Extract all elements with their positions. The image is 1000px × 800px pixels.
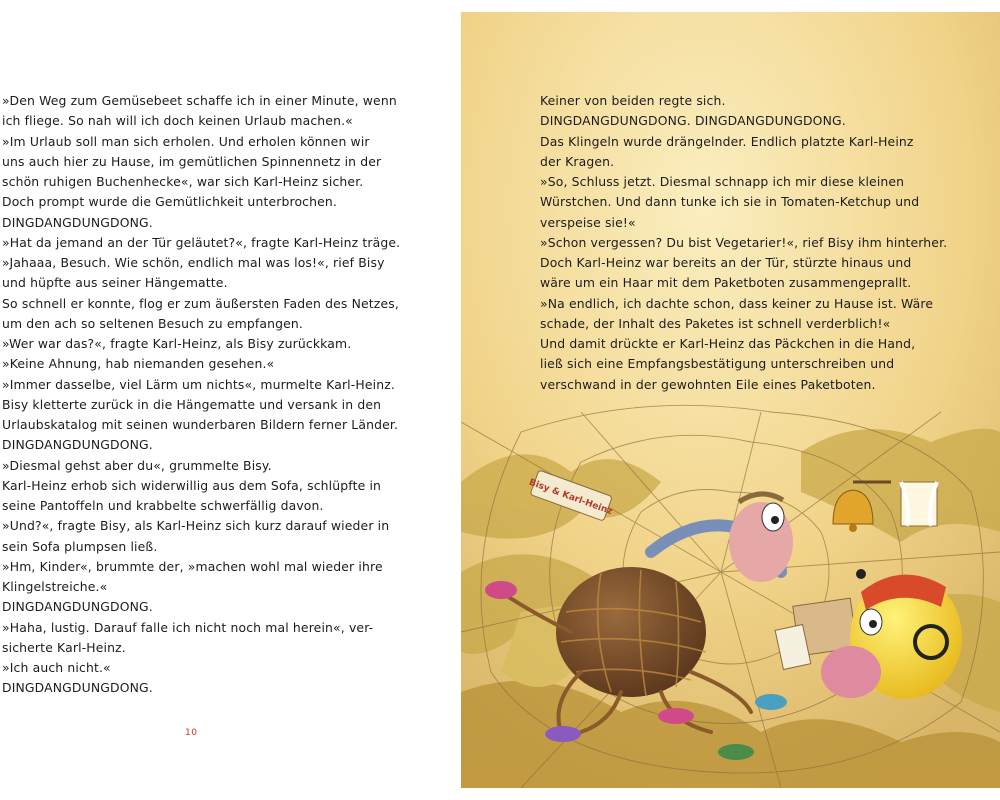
text-line: »Hat da jemand an der Tür geläutet?«, fragte Karl-Heinz träge. <box>2 234 401 250</box>
text-line: »Schon vergessen? Du bist Vegetarier!«, rief Bisy ihm hinterher. <box>540 234 948 250</box>
text-line: Keiner von beiden regte sich. <box>540 93 726 108</box>
text-line: schade, der Inhalt des Paketes ist schnell verderblich!« <box>540 315 891 331</box>
text-line: uns auch hier zu Hause, im gemütlichen Spinnennetz in der <box>2 153 382 169</box>
text-line: DINGDANGDUNGDONG. <box>2 437 153 453</box>
text-line: Bisy kletterte zurück in die Hängematte und versank in den <box>2 396 382 412</box>
text-line: ich fliege. So nah will ich doch keinen Urlaub machen.« <box>2 113 353 129</box>
text-line: »Keine Ahnung, hab niemanden gesehen.« <box>2 356 275 372</box>
text-line: der Kragen. <box>540 153 615 169</box>
text-line: »Diesmal gehst aber du«, grummelte Bisy. <box>2 457 272 473</box>
window <box>901 482 937 526</box>
text-line: »Jahaaa, Besuch. Wie schön, endlich mal was los!«, rief Bisy <box>2 255 385 270</box>
text-line: Klingelstreiche.« <box>2 579 108 594</box>
text-line: Doch Karl-Heinz war bereits an der Tür, stürzte hinaus und <box>540 255 912 270</box>
right-text-block <box>540 91 1000 395</box>
text-line: Würstchen. Und dann tunke ich sie in Tomaten-Ketchup und <box>540 194 920 210</box>
text-line: schön ruhigen Buchenhecke«, war sich Karl-Heinz sicher. <box>2 174 364 189</box>
text-line: Doch prompt wurde die Gemütlichkeit unterbrochen. <box>2 194 338 210</box>
text-line: »Im Urlaub soll man sich erholen. Und erholen können wir <box>2 133 370 149</box>
text-line: verschwand in der gewohnten Eile eines Paketboten. <box>540 376 876 392</box>
text-line: und hüpfte aus seiner Hängematte. <box>2 275 228 291</box>
text-line: DINGDANGDUNGDONG. DINGDANGDUNGDONG. <box>540 113 846 129</box>
text-line: DINGDANGDUNGDONG. <box>2 680 153 696</box>
text-line: seine Pantoffeln und krabbelte schwerfällig davon. <box>2 498 324 513</box>
text-line: »So, Schluss jetzt. Diesmal schnapp ich mir diese kleinen <box>540 174 905 189</box>
text-line: »Immer dasselbe, viel Lärm um nichts«, murmelte Karl-Heinz. <box>2 376 395 392</box>
door-sign-text: Bisy & Karl-Heinz <box>527 477 614 518</box>
text-line: DINGDANGDUNGDONG. <box>2 599 153 615</box>
text-line: Karl-Heinz erhob sich widerwillig aus dem Sofa, schlüpfte in <box>2 477 382 493</box>
text-line: um den ach so seltenen Besuch zu empfangen. <box>2 315 304 331</box>
text-line: wäre um ein Haar mit dem Paketboten zusammengeprallt. <box>540 275 912 291</box>
left-text-block <box>2 91 457 699</box>
text-line: Urlaubskatalog mit seinen wunderbaren Bildern ferner Länder. <box>2 417 399 432</box>
slipper <box>718 744 754 760</box>
text-line: DINGDANGDUNGDONG. <box>2 214 153 230</box>
slipper <box>658 708 694 724</box>
right-page <box>461 12 1000 788</box>
text-line: »Na endlich, ich dachte schon, dass keiner zu Hause ist. Wäre <box>540 295 934 311</box>
text-line: »Und?«, fragte Bisy, als Karl-Heinz sich kurz darauf wieder in <box>2 518 390 534</box>
text-line: »Den Weg zum Gemüsebeet schaffe ich in einer Minute, wenn <box>2 93 397 108</box>
slipper <box>755 694 787 710</box>
text-line: So schnell er konnte, flog er zum äußersten Faden des Netzes, <box>2 295 399 311</box>
text-line: Das Klingeln wurde drängelnder. Endlich platzte Karl-Heinz <box>540 133 914 149</box>
text-line: »Ich auch nicht.« <box>2 660 111 675</box>
text-line: »Wer war das?«, fragte Karl-Heinz, als Bisy zurückkam. <box>2 336 352 351</box>
text-line: sicherte Karl-Heinz. <box>2 639 126 655</box>
text-line: ließ sich eine Empfangsbestätigung unterschreiben und <box>540 356 895 372</box>
text-line: verspeise sie!« <box>540 214 636 230</box>
text-line: »Haha, lustig. Darauf falle ich nicht noch mal herein«, ver- <box>2 619 374 635</box>
slipper <box>545 726 581 742</box>
text-line: sein Sofa plumpsen ließ. <box>2 538 158 554</box>
left-page <box>0 0 461 800</box>
page-number: 10 <box>185 728 198 738</box>
text-line: Und damit drückte er Karl-Heinz das Päckchen in die Hand, <box>540 336 916 351</box>
slipper <box>485 581 517 599</box>
text-line: »Hm, Kinder«, brummte der, »machen wohl mal wieder ihre <box>2 558 383 574</box>
